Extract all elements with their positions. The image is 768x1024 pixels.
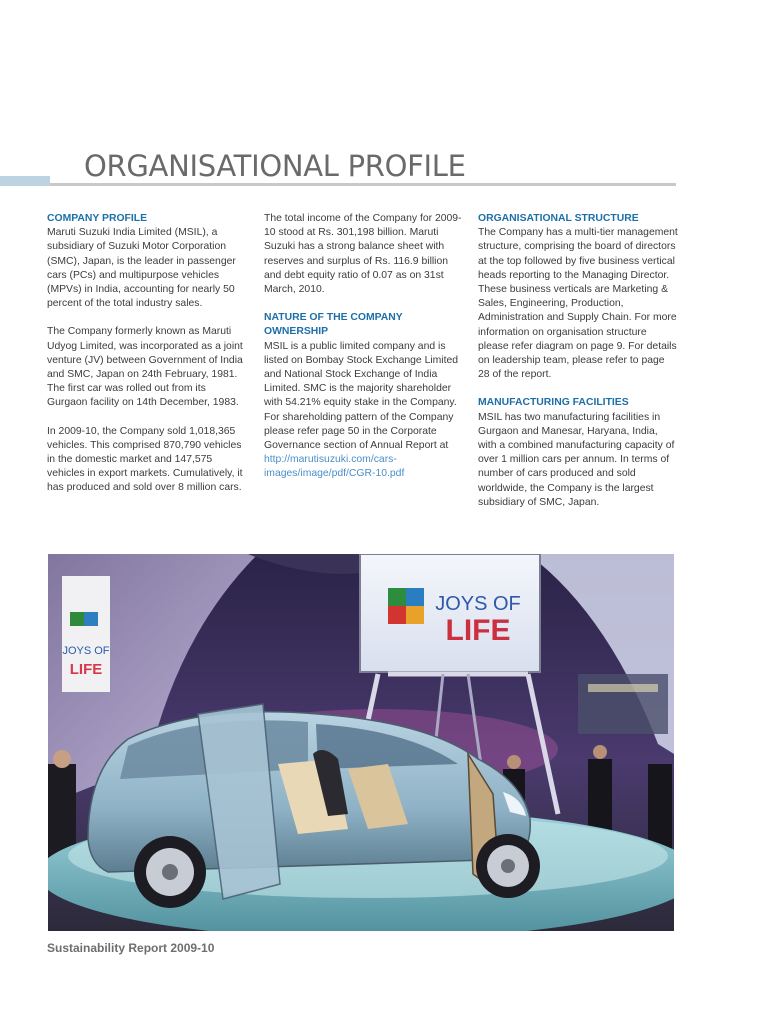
- governance-report-link[interactable]: http://marutisuzuki.com/cars-images/image/pdf/CGR-10.pdf: [264, 454, 405, 480]
- manufacturing-heading: MANUFACTURING FACILITIES: [478, 397, 629, 409]
- banner-text-life: LIFE: [69, 661, 103, 678]
- screen-text-joys: JOYS OF: [435, 593, 521, 615]
- structure-paragraph: The Company has a multi-tier management structure, comprising the board of directors at the top followed by five business vertical heads reporting to the Managing Director. These business verticals are Marketing & Sales, Engineering, Production, Administration and Supply Chain. For more information on organisation structure please refer diagram on page 9. For details on leadership team, please refer to page 28 of the report.: [478, 227, 678, 381]
- footer-report-title: Sustainability Report 2009-10: [47, 941, 215, 955]
- ownership-heading: NATURE OF THE COMPANY OWNERSHIP: [264, 312, 403, 338]
- company-profile-heading: COMPANY PROFILE: [47, 213, 148, 224]
- manufacturing-paragraph: MSIL has two manufacturing facilities in Gurgaon and Manesar, Haryana, India, with a combined manufacturing capacity of over 1 million cars per annum. In terms of number of cars produced and sold worldwide, the Company is the largest subsidiary of SMC, Japan.: [478, 411, 675, 508]
- concept-car-photo: [48, 554, 674, 931]
- company-sales-paragraph: In 2009-10, the Company sold 1,018,365 vehicles. This comprised 870,790 vehicles in the domestic market and 147,575 vehicles in export markets. Cumulatively, it has produced and sold over 8 million cars.: [47, 425, 243, 494]
- ownership-paragraph: [264, 340, 464, 482]
- title-divider: [50, 183, 676, 186]
- screen-text-life: LIFE: [445, 614, 511, 647]
- page-title: ORGANISATIONAL PROFILE: [84, 149, 466, 183]
- structure-heading: ORGANISATIONAL STRUCTURE: [478, 213, 639, 224]
- ownership-text: MSIL is a public limited company and is listed on Bombay Stock Exchange Limited and National Stock Exchange of India Limited. SMC is the majority shareholder with 54.21% equity stake in the Company. For shareholding pattern of the Company please refer page 50 in the Corporate Governance section of Annual Report at: [264, 340, 459, 452]
- company-history-paragraph: The Company formerly known as Maruti Udyog Limited, was incorporated as a joint venture (JV) between Government of India and SMC, Japan on 24th February, 1981. The first car was rolled out from its Gurgaon facility on 14th December, 1983.: [47, 326, 243, 409]
- banner-text-joys: JOYS OF: [62, 645, 110, 657]
- column-structure-manufacturing: [478, 212, 678, 524]
- title-accent-tab: [0, 176, 50, 186]
- income-paragraph: The total income of the Company for 2009-10 stood at Rs. 301,198 billion. Maruti Suzuki has a strong balance sheet with reserves and surplus of Rs. 116.9 billion and debt equity ratio of 0.07 as on 31st March, 2010.: [264, 213, 462, 296]
- column-income-ownership: [264, 212, 464, 496]
- company-profile-paragraph: Maruti Suzuki India Limited (MSIL), a subsidiary of Suzuki Motor Corporation (SMC), Japan, is the leader in passenger cars (PCs) and multipurpose vehicles (MPVs) in India, accounting for nearly 50 percent of the total industry sales.: [47, 227, 236, 310]
- column-company-profile: [47, 212, 247, 510]
